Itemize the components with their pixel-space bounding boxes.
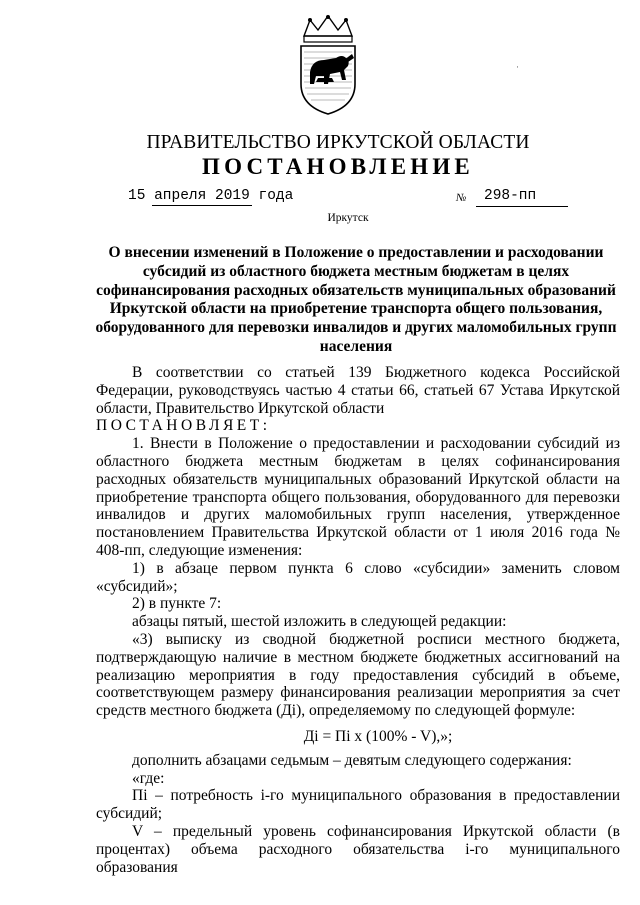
government-name: ПРАВИТЕЛЬСТВО ИРКУТСКОЙ ОБЛАСТИ [146,132,530,153]
scan-dot: · [516,62,519,72]
formula: Дi = Пi x (100% - V),»; [303,727,453,745]
city-name: Иркутск [327,212,369,224]
date-underline [152,205,252,206]
document-number: 298-пп [484,188,537,204]
paragraph-abzatsy: абзацы пятый, шестой изложить в следующей редакции: [132,613,507,631]
paragraph-decree: ПОСТАНОВЛЯЕТ: [96,417,271,435]
paragraph-definition-p: Пi – потребность i-го муниципального образования в предоставлении субсидий; [96,787,620,823]
coat-of-arms-emblem [296,14,360,118]
paragraph-subitem-2: 2) в пункте 7: [132,595,222,613]
document-body [96,364,620,876]
document-date: 15 апреля 2019 года [128,188,294,204]
number-underline [476,206,568,207]
number-sign: № [456,192,467,204]
paragraph-preamble: В соответствии со статьей 139 Бюджетного кодекса Российской Федерации, руководствуясь частью 4 статьи 66, статьей 67 Устава Иркутской области, Правительство Иркутской области [96,364,620,417]
paragraph-subitem-1: 1) в абзаце первом пункта 6 слово «субсидии» заменить словом «субсидий»; [96,559,620,595]
paragraph-quote-3: «3) выписку из сводной бюджетной росписи местного бюджета, подтверждающую наличие в местном бюджете бюджетных ассигнований на реализацию мероприятия в году предоставления субсидий в объеме, соответствующем размеру финансирования реализации мероприятия за счет средств местного бюджета (Дi), определяемому по следующей формуле: [96,630,620,720]
document-title: О внесении изменений в Положение о предоставлении и расходовании субсидий из областного бюджета местным бюджетам в целях софинансирования расходных обязательств муниципальных образований Иркутской области на приобретение транспорта общего пользования, оборудованного для перевозки инвалидов и других маломобильных групп населения [95,244,617,355]
paragraph-definition-v: V – предельный уровень софинансирования Иркутской области (в процентах) объема расходного обязательства i-го муниципального образования [96,822,620,876]
paragraph-supplement: дополнить абзацами седьмым – девятым следующего содержания: [132,751,572,769]
document-type: ПОСТАНОВЛЕНИЕ [202,154,474,179]
paragraph-item-1: 1. Внести в Положение о предоставлении и расходовании субсидий из областного бюджета местным бюджетам в целях софинансирования расходных обязательств муниципальных образований Иркутской области на приобретение транспорта общего пользования, оборудованного для перевозки инвалидов и других маломобильных групп населения, утвержденное постановлением Правительства Иркутской области от 1 июля 2016 года № 408-пп, следующие изменения: [96,435,620,559]
paragraph-where: «где: [132,769,165,787]
